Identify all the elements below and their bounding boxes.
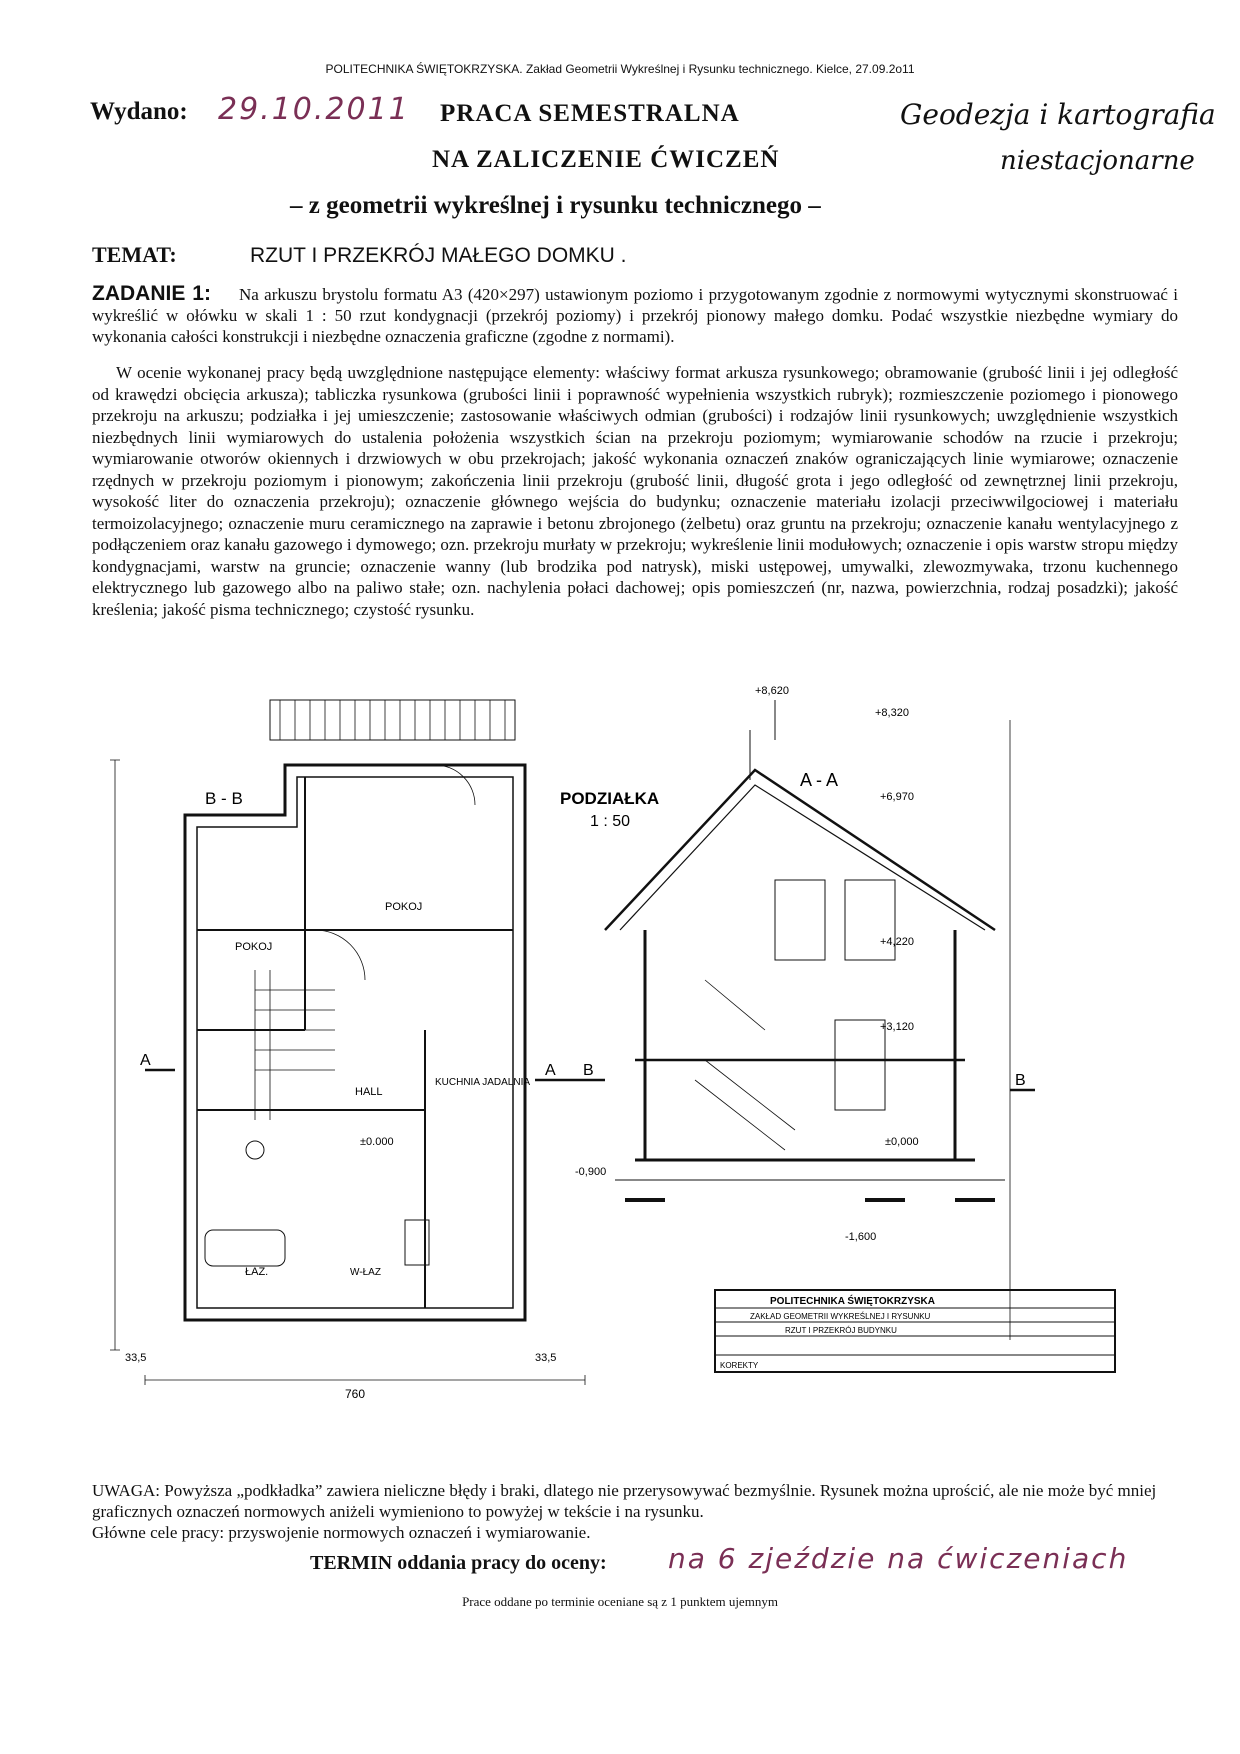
room-4: POKOJ xyxy=(235,941,273,953)
room-1: W-ŁAZ xyxy=(350,1267,381,1278)
level-5: +3,120 xyxy=(880,1021,914,1033)
criteria-paragraph: W ocenie wykonanej pracy będą uwzględnione następujące elementy: właściwy format arkusza rysunkowego; obramowanie (grubość linii i jej odległość od krawędzi obcięcia arkusza); tabliczka rysunkowa (grubości linii i poprawność wypełnienia wszystkich rubryk); rozmieszczenie poziomego i pionowego przekroju na arkuszu; podziałka i jej umieszczenie; zastosowanie właściwych odmian (grubości) i rodzajów linii rysunkowych; uwzględnienie wszystkich niezbędnych linii wymiarowych do ustalenia położenia wszystkich ścian na przekroju poziomym; wymiarowanie schodów na rzucie i przekroju; wymiarowanie otworów okiennych i drzwiowych w obu przekrojach; jakość wykonania oznaczeń znaków ograniczających linie wymiarowe; oznaczenie rzędnych w przekroju poziomym i pionowym; zakończenia linii przekroju (grubość linii, długość grota i jego odległość od zewnętrznej linii przekroju, wysokość liter do oznaczenia przekroju); oznaczenie głównego wejścia do budynku; oznaczenie materiału izolacji przeciwwilgociowej i materiału termoizolacyjnego; oznaczenie muru ceramicznego na zaprawie i betonu zbrojonego (żelbetu) oraz gruntu na przekroju; oznaczenie kanału wentylacyjnego z podłączeniem oraz kanału gazowego i dymowego; ozn. przekroju murłaty w przekroju; wykreślenie linii modułowych; oznaczenie i opis warstw stropu między kondygnacjami, warstw na gruncie; oznaczenie wanny (lub brodzika pod natrysk), miski ustępowej, umywalki, zlewozmywaka, trzonu kuchennego elektrycznego lub gazowego albo na paliwo stałe; ozn. nachylenia połaci dachowej; opis pomieszczeń (nr, nazwa, powierzchnia, rodzaj posadzki); jakość kreślenia; jakość pisma technicznego; czystość rysunku. xyxy=(92,363,1178,619)
room-5: POKOJ xyxy=(385,901,423,913)
task-paragraph xyxy=(92,283,1178,347)
scale-label: PODZIAŁKA xyxy=(560,789,660,808)
issued-label: Wydano: xyxy=(90,98,188,125)
floor-plan xyxy=(110,700,585,1385)
room-3: HALL xyxy=(355,1086,383,1098)
title-line-3: – z geometrii wykreślnej i rysunku technicznego – xyxy=(290,192,821,219)
plan-label: B - B xyxy=(205,789,243,808)
task-text: Na arkuszu brystolu formatu A3 (420×297) ustawionym poziomo i przygotowanym zgodnie z normowymi wytycznymi skonstruować i wykreślić w ołówku w skali 1 : 50 rzut kondygnacji (przekrój poziomy) i przekrój pionowy małego domku. Podać wszystkie niezbędne wymiary do wykonania całości konstrukcji i niezbędne oznaczenia graficzne (zgodne z normami). xyxy=(92,285,1179,346)
title-block-line1: POLITECHNIKA ŚWIĘTOKRZYSKA xyxy=(770,1296,936,1307)
level-top: +8,620 xyxy=(755,685,789,697)
course-name: Geodezja i kartografia xyxy=(900,98,1216,131)
deadline-value: na 6 zjeździe na ćwiczeniach xyxy=(668,1542,1129,1575)
plan-dim-left: 33,5 xyxy=(125,1352,147,1364)
header-institution: POLITECHNIKA ŚWIĘTOKRZYSKA. Zakład Geometrii Wykreślnej i Rysunku technicznego. Kielce, 27.09.2o11 xyxy=(325,62,915,76)
late-note: Prace oddane po terminie oceniane są z 1 punktem ujemnym xyxy=(462,1594,778,1609)
title-block-line4: KOREKTY xyxy=(720,1361,759,1370)
deadline-label: TERMIN oddania pracy do oceny: xyxy=(310,1552,607,1574)
topic-value: RZUT I PRZEKRÓJ MAŁEGO DOMKU . xyxy=(250,244,627,267)
course-mode: niestacjonarne xyxy=(1000,146,1195,176)
title-line-1: PRACA SEMESTRALNA xyxy=(440,100,740,127)
level-8: -1,600 xyxy=(845,1231,877,1243)
level-7: -0,900 xyxy=(575,1166,607,1178)
marker-a-right: A xyxy=(545,1062,556,1079)
note-paragraph: UWAGA: Powyższa „podkładka” zawiera nieliczne błędy i braki, dlatego nie przerysowywać bezmyślnie. Rysunek można uprościć, ale nie może być mniej graficznych oznaczeń normowych aniżeli wymieniono to powyżej w tekście i na rysunku. xyxy=(92,1481,1157,1521)
room-2: ŁAZ. xyxy=(245,1266,269,1278)
section-label: A - A xyxy=(800,770,839,790)
task-label: ZADANIE 1: xyxy=(92,282,211,305)
level-3: +6,970 xyxy=(880,791,914,803)
plan-width-dim: 760 xyxy=(345,1387,366,1401)
title-block-line3: RZUT I PRZEKRÓJ BUDYNKU xyxy=(785,1326,897,1335)
plan-level: ±0.000 xyxy=(360,1136,394,1148)
marker-b-right: B xyxy=(1015,1072,1026,1089)
plan-dim-right: 33,5 xyxy=(535,1352,557,1364)
title-line-2: NA ZALICZENIE ĆWICZEŃ xyxy=(432,146,780,173)
marker-a-left: A xyxy=(140,1052,151,1069)
topic-label: TEMAT: xyxy=(92,242,177,267)
level-4: +4,220 xyxy=(880,936,914,948)
room-8: KUCHNIA JADALNIA xyxy=(435,1077,531,1088)
issued-date: 29.10.2011 xyxy=(218,92,410,127)
level-6: ±0,000 xyxy=(885,1136,919,1148)
title-block-line2: ZAKŁAD GEOMETRII WYKREŚLNEJ I RYSUNKU xyxy=(750,1312,931,1321)
scale-value: 1 : 50 xyxy=(590,813,631,830)
marker-b-left: B xyxy=(583,1062,594,1079)
level-2: +8,320 xyxy=(875,707,909,719)
technical-drawing xyxy=(105,685,1135,1460)
goals-paragraph: Główne cele pracy: przyswojenie normowych oznaczeń i wymiarowanie. xyxy=(92,1523,591,1542)
